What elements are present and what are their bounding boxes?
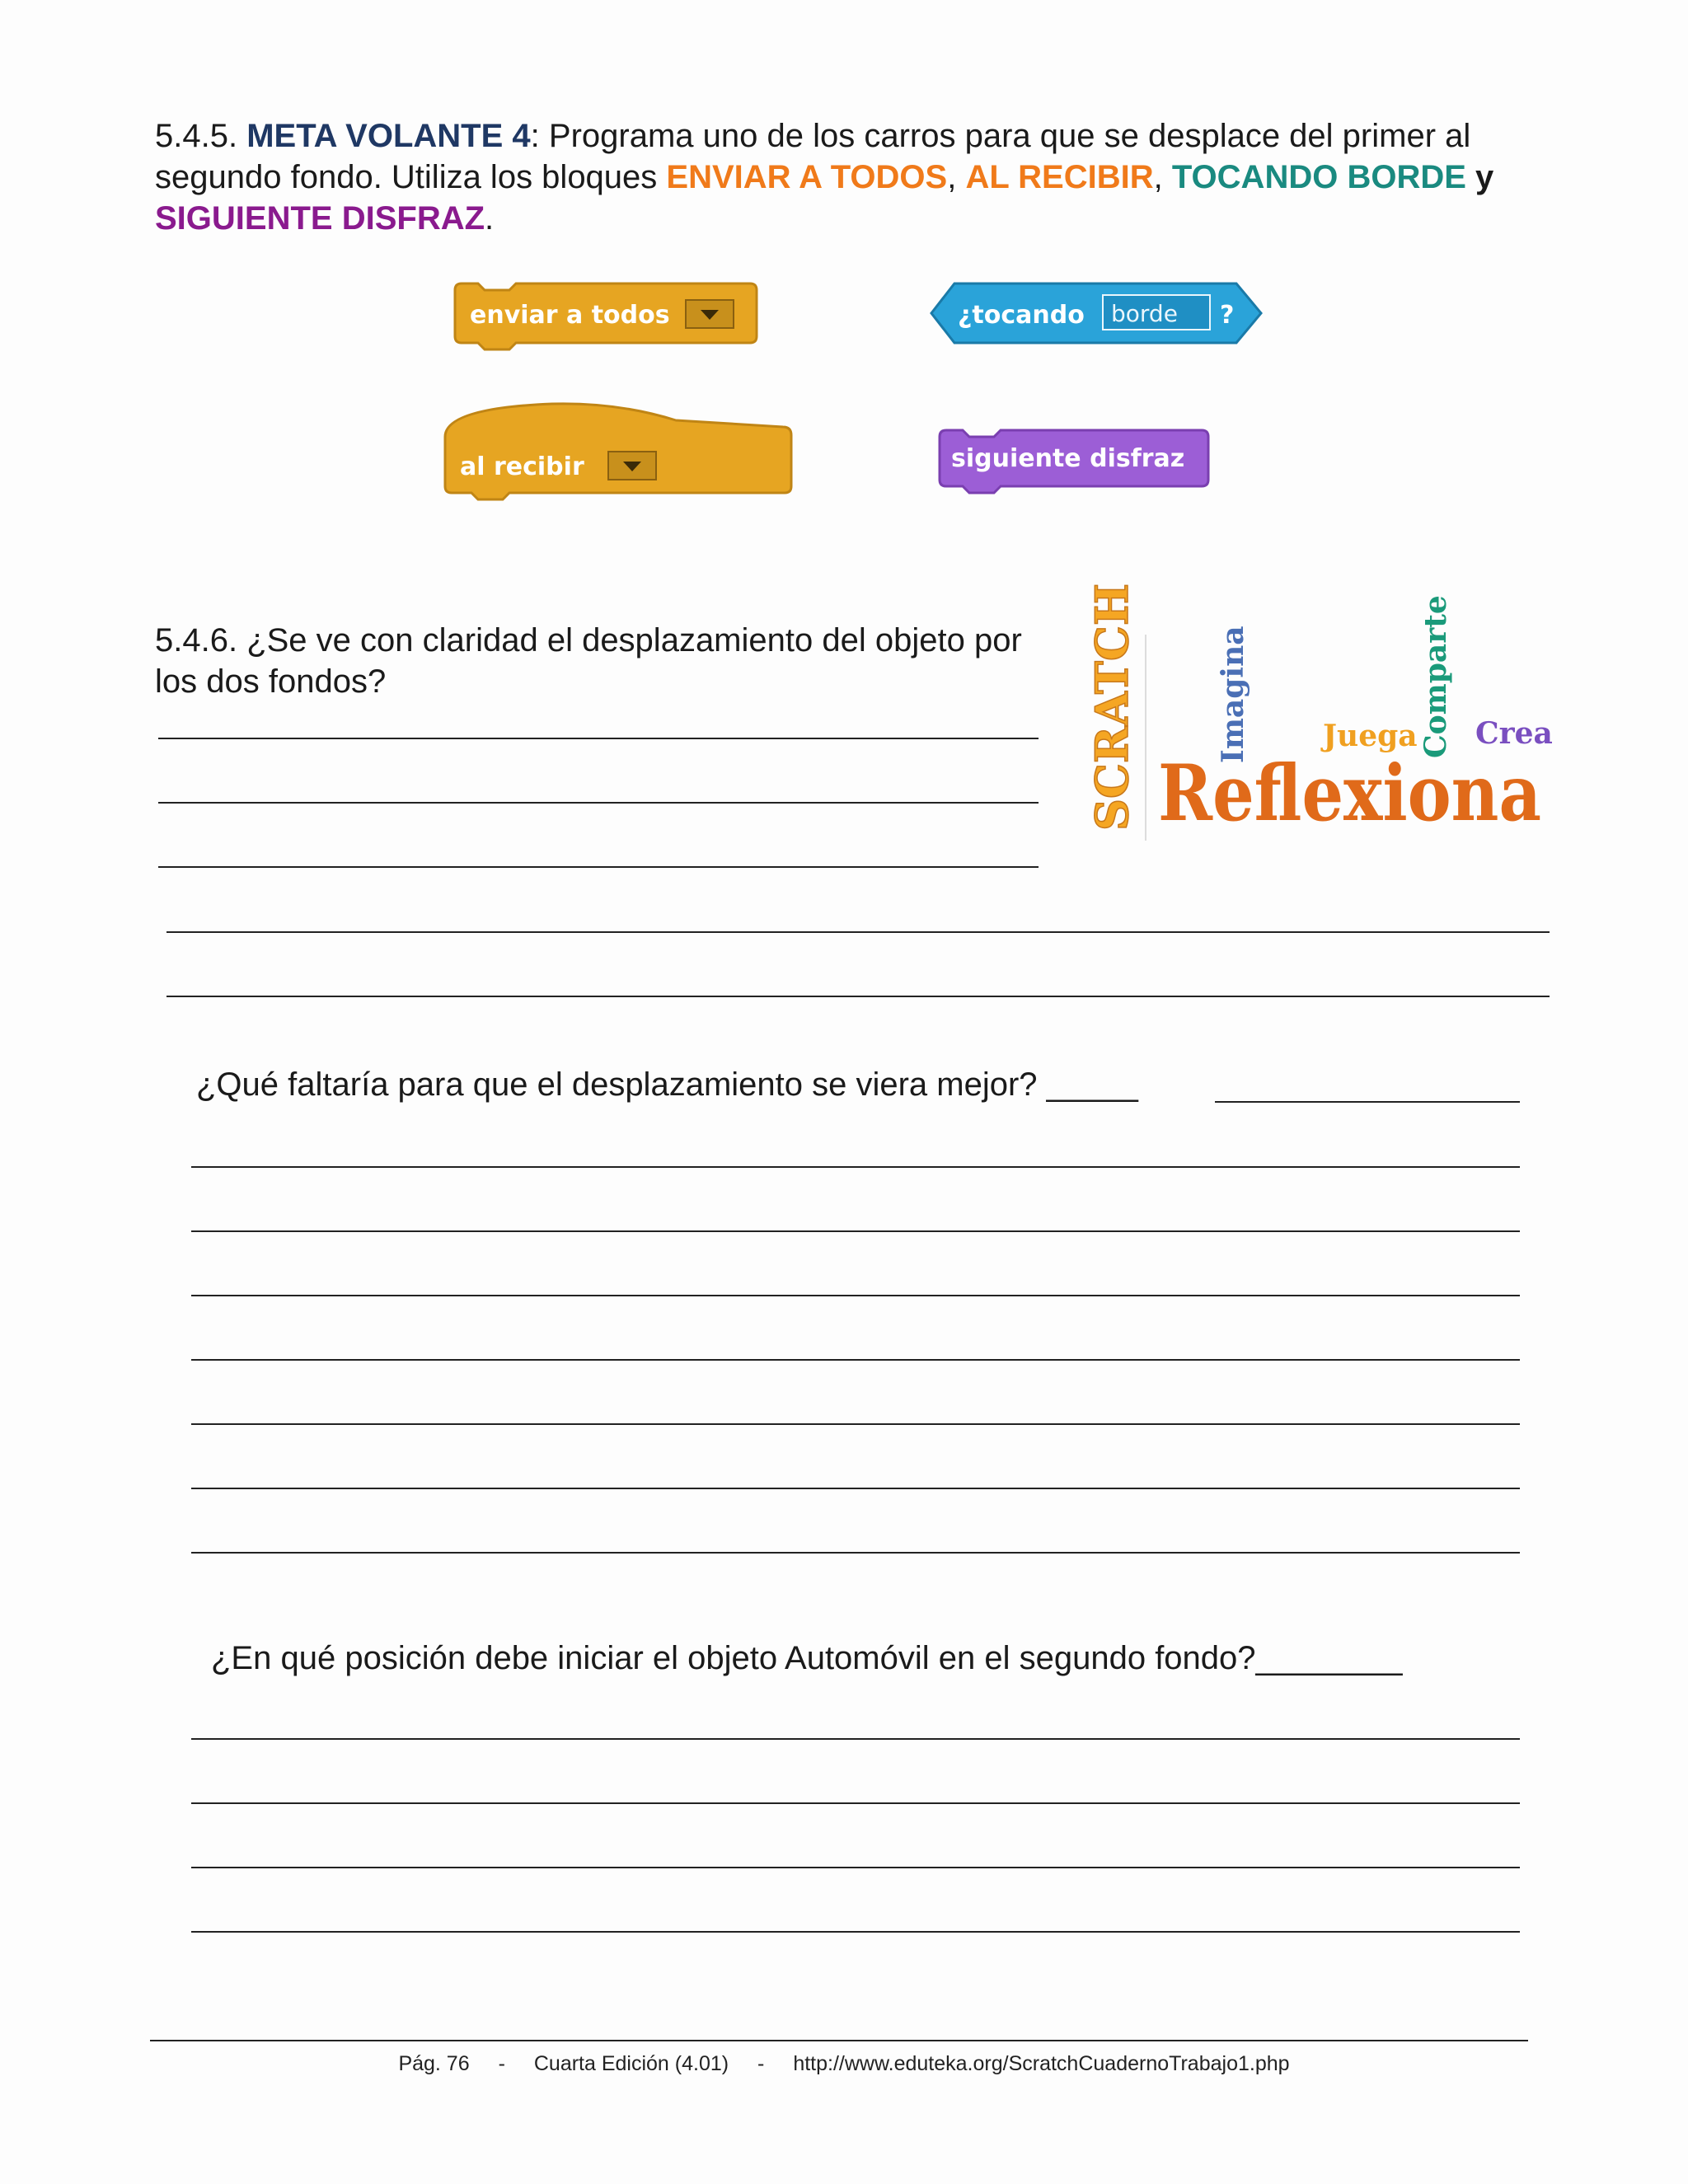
section-number: 5.4.5. (155, 118, 238, 154)
separator: , (947, 159, 966, 195)
section-546-question: 5.4.6. ¿Se ve con claridad el desplazamiento del objeto por los dos fondos? (155, 622, 1022, 700)
next-costume-label: siguiente disfraz (951, 444, 1185, 473)
separator: , (1153, 159, 1172, 195)
separator (1466, 159, 1475, 195)
page-footer (0, 2052, 1688, 2076)
answer-line-inline[interactable] (1215, 1101, 1520, 1103)
section-545-paragraph (155, 115, 1556, 239)
footer-dash: - (757, 2052, 765, 2075)
answer-line[interactable] (191, 1552, 1520, 1554)
imagina-text: Imagina (1216, 626, 1250, 763)
next-costume-block (940, 430, 1208, 493)
answer-line[interactable] (158, 738, 1039, 739)
answer-line[interactable] (191, 1802, 1520, 1804)
answer-line[interactable] (191, 1295, 1520, 1296)
section-text: : Programa uno de los carros para que se desplace del primer al segundo fondo. Utiliza los bloques (155, 118, 1471, 195)
broadcast-block-label: enviar a todos (470, 301, 670, 330)
question-3: ¿En qué posición debe iniciar el objeto Automóvil en el segundo fondo?________ (211, 1640, 1403, 1676)
question-2: ¿Qué faltaría para que el desplazamiento se viera mejor? _____ (196, 1066, 1138, 1103)
scratch-vertical-text: SCRATCH (1085, 583, 1138, 831)
keyword-enviar-a-todos: ENVIAR A TODOS (666, 159, 948, 195)
keyword-al-recibir: AL RECIBIR (965, 159, 1154, 195)
keyword-tocando-borde: TOCANDO BORDE (1171, 159, 1466, 195)
footer-divider (150, 2040, 1528, 2041)
answer-line[interactable] (166, 931, 1550, 933)
answer-line[interactable] (191, 1359, 1520, 1361)
touching-dropdown-value: borde (1111, 300, 1178, 327)
footer-url-link[interactable]: http://www.eduteka.org/ScratchCuadernoTrabajo1.php (793, 2052, 1290, 2075)
footer-dash: - (498, 2052, 505, 2075)
answer-line[interactable] (191, 1488, 1520, 1489)
broadcast-block (455, 284, 757, 349)
crea-text: Crea (1475, 716, 1553, 751)
reflexiona-text: Reflexiona (1158, 748, 1541, 839)
scratch-blocks-image (404, 272, 1294, 544)
answer-line[interactable] (158, 866, 1039, 868)
answer-line[interactable] (166, 996, 1550, 997)
period: . (485, 200, 495, 237)
answer-line[interactable] (191, 1738, 1520, 1740)
answer-line[interactable] (191, 1867, 1520, 1868)
footer-page: Pág. 76 (398, 2052, 470, 2075)
keyword-siguiente-disfraz: SIGUIENTE DISFRAZ (155, 200, 485, 237)
when-receive-label: al recibir (460, 452, 584, 481)
section-title: META VOLANTE 4 (246, 118, 531, 154)
answer-line[interactable] (191, 1166, 1520, 1168)
touching-block (931, 284, 1261, 343)
touching-block-label: ¿tocando (958, 301, 1085, 330)
comparte-text: Comparte (1418, 595, 1453, 758)
answer-line[interactable] (191, 1423, 1520, 1425)
answer-line[interactable] (191, 1931, 1520, 1933)
touching-block-suffix: ? (1220, 301, 1235, 330)
juega-text: Juega (1323, 719, 1418, 753)
conjunction: y (1475, 159, 1494, 195)
when-receive-block (445, 404, 791, 499)
scratch-reflexiona-logo (1071, 583, 1553, 849)
answer-line[interactable] (191, 1230, 1520, 1232)
answer-line[interactable] (158, 802, 1039, 804)
footer-edition: Cuarta Edición (4.01) (533, 2052, 729, 2075)
